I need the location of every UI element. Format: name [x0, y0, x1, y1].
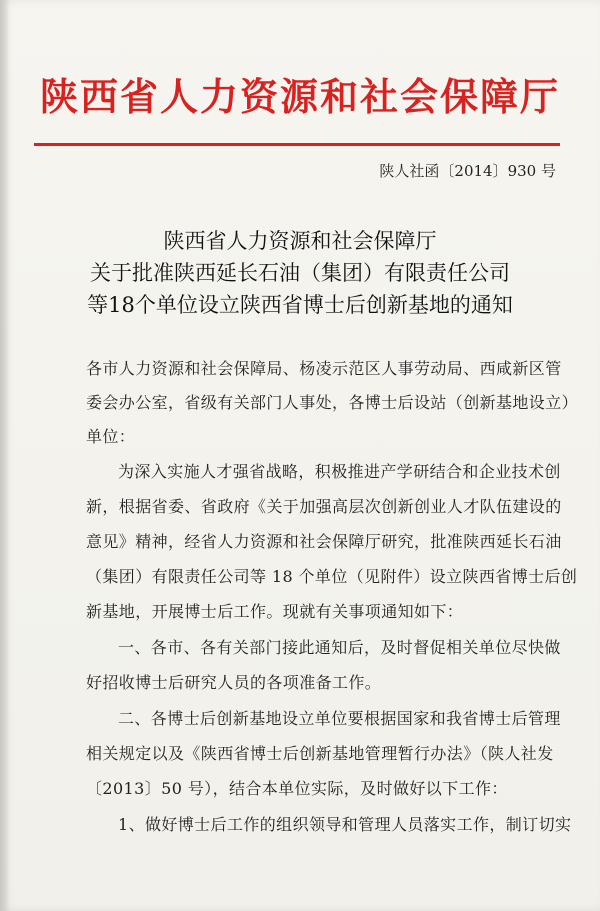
addressee-line-1: 各市人力资源和社会保障局、杨凌示范区人事劳动局、西咸新区管 [86, 359, 562, 378]
paragraph-1-line-5: 新基地，开展博士后工作。现就有关事项通知如下： [86, 602, 464, 621]
item-1-line-1: 一、各市、各有关部门接此通知后，及时督促相关单位尽快做 [118, 638, 561, 657]
item-2-line-1: 二、各博士后创新基地设立单位要根据国家和我省博士后管理 [118, 709, 561, 728]
paragraph-1-line-3: 意见》精神，经省人力资源和社会保障厅研究，批准陕西延长石油 [86, 532, 562, 551]
item-2-line-3: 〔2013〕50 号），结合本单位实际，及时做好以下工作： [86, 779, 508, 798]
title-line-3: 等18个单位设立陕西省博士后创新基地的通知 [87, 293, 513, 317]
title-line-1: 陕西省人力资源和社会保障厅 [163, 229, 437, 253]
red-divider-line [34, 143, 560, 146]
paragraph-1-line-1: 为深入实施人才强省战略，积极推进产学研结合和企业技术创 [118, 462, 561, 481]
item-2-subitem-1-line-1: 1、做好博士后工作的组织领导和管理人员落实工作，制订切实 [118, 815, 572, 834]
title-line-2: 关于批准陕西延长石油（集团）有限责任公司 [90, 261, 510, 285]
addressee-line-3: 单位： [86, 427, 136, 446]
issuer-masthead: 陕西省人力资源和社会保障厅 [39, 75, 560, 119]
item-1-line-2: 好招收博士后研究人员的各项准备工作。 [86, 673, 382, 692]
paragraph-1-line-4: （集团）有限责任公司等 18 个单位（见附件）设立陕西省博士后创 [86, 567, 578, 586]
item-2-line-2: 相关规定以及《陕西省博士后创新基地管理暂行办法》（陕人社发 [86, 744, 554, 763]
addressee-line-2: 委会办公室，省级有关部门人事处，各博士后设站（创新基地设立） [86, 393, 579, 412]
document-number: 陕人社函〔2014〕930 号 [379, 162, 556, 180]
paper-edge-shadow [0, 0, 10, 911]
paragraph-1-line-2: 新，根据省委、省政府《关于加强高层次创新创业人才队伍建设的 [86, 497, 562, 516]
